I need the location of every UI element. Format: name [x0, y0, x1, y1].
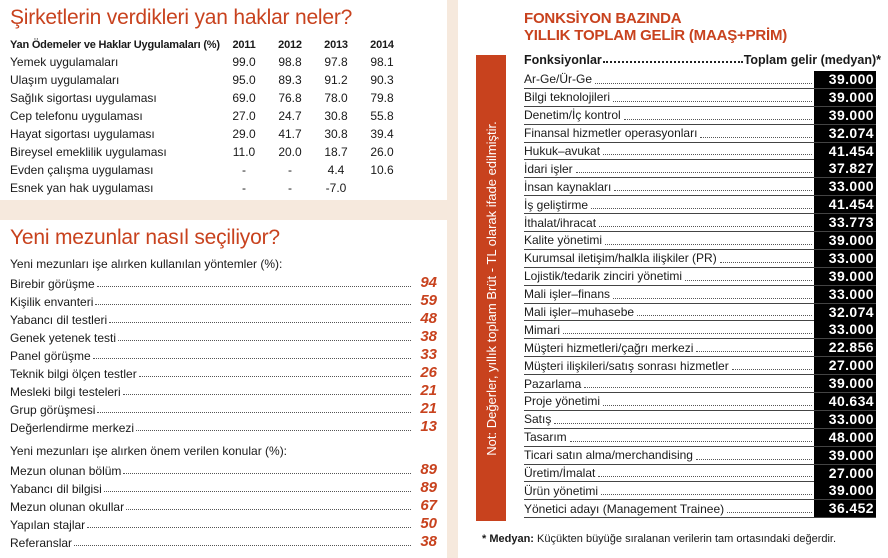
leader-dots	[93, 358, 411, 359]
benefit-value: 97.8	[324, 55, 348, 69]
benefit-label: Bireysel emeklilik uygulaması	[10, 145, 167, 159]
function-label: Denetim/İç kontrol	[524, 108, 621, 123]
function-label: Mimari	[524, 322, 560, 337]
item-value: 59	[420, 292, 437, 309]
benefit-value: 39.4	[370, 127, 394, 141]
salary-value: 48.000	[814, 429, 876, 446]
item-value: 48	[420, 310, 437, 327]
salary-value: 41.454	[814, 143, 876, 160]
col-functions: Fonksiyonlar	[524, 53, 602, 67]
footnote-label: * Medyan:	[482, 533, 534, 545]
list-item	[10, 309, 437, 327]
benefit-value: 27.0	[232, 109, 256, 123]
benefit-value: 98.8	[278, 55, 302, 69]
benefit-label: Sağlık sigortası uygulaması	[10, 91, 157, 105]
item-label: Kişilik envanteri	[10, 295, 94, 309]
benefit-value: 95.0	[232, 73, 256, 87]
salary-row	[524, 125, 876, 143]
salary-value: 40.634	[814, 393, 876, 410]
salary-value: 27.000	[814, 465, 876, 482]
footnote-text: Küçükten büyüğe sıralanan verilerin tam ortasındaki değerdir.	[537, 533, 837, 545]
benefit-value: 91.2	[324, 73, 348, 87]
benefit-value: 76.8	[278, 91, 302, 105]
salary-row	[524, 268, 876, 286]
item-label: Grup görüşmesi	[10, 403, 96, 417]
salary-row	[524, 321, 876, 339]
function-label: Müşteri hizmetleri/çağrı merkezi	[524, 340, 694, 355]
function-label: İnsan kaynakları	[524, 179, 612, 194]
salary-row	[524, 357, 876, 375]
salary-list	[524, 71, 876, 518]
salary-value: 33.000	[814, 411, 876, 428]
salary-value: 36.452	[814, 500, 876, 517]
benefits-panel	[0, 0, 447, 200]
function-label: Yönetici adayı (Management Trainee)	[524, 501, 725, 516]
leader-dots	[732, 369, 812, 370]
footnote	[482, 533, 836, 545]
salary-row	[524, 196, 876, 214]
function-label: Mali işler–muhasebe	[524, 305, 635, 320]
function-label: Proje yönetimi	[524, 394, 601, 409]
benefits-row	[10, 71, 405, 89]
salary-value: 39.000	[814, 89, 876, 106]
leader-dots	[595, 83, 812, 84]
salary-value: 33.000	[814, 321, 876, 338]
benefit-value: -	[242, 163, 246, 177]
leader-dots	[576, 172, 812, 173]
benefit-value: -	[288, 163, 292, 177]
salary-value: 41.454	[814, 196, 876, 213]
salary-value: 33.000	[814, 286, 876, 303]
function-label: Ar-Ge/Ür-Ge	[524, 72, 593, 87]
leader-dots	[591, 208, 812, 209]
benefit-label: Yemek uygulamaları	[10, 55, 119, 69]
leader-dots	[74, 545, 411, 546]
benefit-value: 30.8	[324, 109, 348, 123]
benefits-row	[10, 125, 405, 143]
leader-dots	[123, 394, 411, 395]
list-item	[10, 417, 437, 435]
year-2012: 2012	[278, 38, 302, 51]
item-label: Değerlendirme merkezi	[10, 421, 135, 435]
salary-value: 39.000	[814, 268, 876, 285]
salary-row	[524, 214, 876, 232]
year-2013: 2013	[324, 38, 348, 51]
salary-title-line1: FONKSİYON BAZINDA	[524, 10, 682, 27]
item-value: 33	[420, 346, 437, 363]
function-label: Kurumsal iletişim/halkla ilişkiler (PR)	[524, 251, 717, 266]
salary-value: 37.827	[814, 160, 876, 177]
function-label: Hukuk–avukat	[524, 144, 601, 158]
item-value: 89	[420, 461, 437, 478]
benefit-value: -	[242, 181, 246, 195]
benefit-value: 20.0	[278, 145, 302, 159]
benefit-value: 78.0	[324, 91, 348, 105]
salary-value: 22.856	[814, 339, 876, 356]
list-item	[10, 532, 437, 550]
salary-row	[524, 71, 876, 89]
year-2014: 2014	[370, 38, 394, 51]
benefit-label: Esnek yan hak uygulaması	[10, 181, 154, 195]
salary-row	[524, 286, 876, 304]
leader-dots	[118, 340, 411, 341]
salary-row	[524, 232, 876, 250]
benefits-row	[10, 107, 405, 125]
item-label: Mezun olunan okullar	[10, 500, 125, 514]
salary-value: 33.000	[814, 178, 876, 195]
leader-dots	[584, 387, 812, 388]
item-value: 38	[420, 533, 437, 550]
graduates-title: Yeni mezunlar nasıl seçiliyor?	[10, 226, 280, 249]
leader-dots	[97, 286, 411, 287]
item-label: Teknik bilgi ölçen testler	[10, 367, 137, 381]
leader-dots	[605, 244, 812, 245]
benefit-label: Ulaşım uygulamaları	[10, 73, 120, 87]
salary-row	[524, 143, 876, 161]
item-value: 50	[420, 515, 437, 532]
benefits-row	[10, 89, 405, 107]
leader-dots	[97, 412, 411, 413]
leader-dots	[563, 333, 812, 334]
function-label: Tasarım	[524, 430, 567, 445]
salary-row	[524, 411, 876, 429]
item-value: 13	[420, 418, 437, 435]
function-label: Finansal hizmetler operasyonları	[524, 126, 698, 141]
salary-title	[524, 10, 787, 44]
item-label: Birebir görüşme	[10, 277, 95, 291]
side-note-text: Not: Değerler, yıllık toplam Brüt - TL olarak ifade edilmiştir.	[483, 120, 499, 456]
list-item	[10, 363, 437, 381]
list-item	[10, 345, 437, 363]
benefits-header-label: Yan Ödemeler ve Haklar Uygulamaları (%)	[10, 38, 220, 51]
benefit-value: 29.0	[232, 127, 256, 141]
graduates-panel	[0, 220, 447, 558]
salary-panel	[458, 0, 888, 558]
methods-list	[10, 273, 437, 435]
benefits-title: Şirketlerin verdikleri yan haklar neler?	[10, 6, 353, 29]
year-2011: 2011	[232, 38, 256, 51]
item-label: Mesleki bilgi testeleri	[10, 385, 121, 399]
salary-value: 33.000	[814, 250, 876, 267]
leader-dots	[696, 351, 812, 352]
item-label: Genek yetenek testi	[10, 331, 117, 345]
item-label: Yapılan stajlar	[10, 518, 86, 532]
leader-dots	[95, 304, 411, 305]
benefit-value: -7.0	[325, 181, 347, 195]
function-label: Kalite yönetimi	[524, 233, 603, 248]
header-dots	[603, 61, 743, 63]
leader-dots	[727, 512, 812, 513]
benefit-value: 30.8	[324, 127, 348, 141]
salary-row	[524, 500, 876, 518]
salary-row	[524, 465, 876, 483]
leader-dots	[554, 423, 812, 424]
salary-value: 32.074	[814, 304, 876, 321]
side-note	[476, 55, 506, 521]
salary-row	[524, 447, 876, 465]
leader-dots	[624, 119, 812, 120]
salary-row	[524, 89, 876, 107]
benefit-value: 4.4	[327, 163, 345, 177]
item-label: Mezun olunan bölüm	[10, 464, 122, 478]
leader-dots	[139, 376, 411, 377]
function-label: Ticari satın alma/merchandising	[524, 448, 693, 463]
leader-dots	[696, 459, 812, 460]
col-median: Toplam gelir (medyan)*	[743, 53, 881, 67]
methods-subtitle: Yeni mezunları işe alırken kullanılan yöntemler (%):	[10, 257, 283, 271]
leader-dots	[601, 494, 812, 495]
salary-value: 39.000	[814, 232, 876, 249]
leader-dots	[598, 476, 812, 477]
function-label: Müşteri ilişkileri/satış sonrası hizmetler	[524, 358, 729, 373]
benefit-value: 98.1	[370, 55, 394, 69]
function-label: Üretim/İmalat	[524, 466, 596, 481]
benefit-value: 41.7	[278, 127, 302, 141]
benefit-value: 79.8	[370, 91, 394, 105]
leader-dots	[123, 473, 411, 474]
salary-title-line2: YILLIK TOPLAM GELİR (MAAŞ+PRİM)	[524, 27, 788, 44]
salary-row	[524, 393, 876, 411]
leader-dots	[603, 154, 812, 155]
leader-dots	[570, 441, 812, 442]
list-item	[10, 291, 437, 309]
benefit-value: 24.7	[278, 109, 302, 123]
salary-value: 32.074	[814, 125, 876, 142]
leader-dots	[109, 322, 411, 323]
function-label: İthalat/ihracat	[524, 215, 597, 230]
salary-row	[524, 107, 876, 125]
function-label: Satış	[524, 412, 552, 427]
salary-value: 27.000	[814, 357, 876, 374]
leader-dots	[613, 101, 812, 102]
benefit-value: 26.0	[370, 145, 394, 159]
benefit-value: 11.0	[232, 145, 256, 159]
benefits-table	[10, 36, 405, 197]
salary-row	[524, 375, 876, 393]
leader-dots	[685, 280, 812, 281]
topics-list	[10, 460, 437, 550]
benefits-row	[10, 53, 405, 71]
function-label: Pazarlama	[524, 376, 582, 391]
salary-value: 39.000	[814, 107, 876, 124]
leader-dots	[614, 190, 812, 191]
leader-dots	[720, 262, 812, 263]
benefit-value: 99.0	[232, 55, 256, 69]
list-item	[10, 273, 437, 291]
list-item	[10, 514, 437, 532]
salary-value: 39.000	[814, 482, 876, 499]
item-value: 89	[420, 479, 437, 496]
salary-row	[524, 178, 876, 196]
topics-subtitle: Yeni mezunları işe alırken önem verilen konular (%):	[10, 444, 288, 458]
benefit-label: Hayat sigortası uygulaması	[10, 127, 155, 141]
item-label: Panel görüşme	[10, 349, 91, 363]
benefits-row	[10, 179, 405, 197]
item-label: Referanslar	[10, 536, 73, 550]
item-value: 38	[420, 328, 437, 345]
leader-dots	[637, 315, 812, 316]
benefit-label: Cep telefonu uygulaması	[10, 109, 143, 123]
benefit-value: 10.6	[370, 163, 394, 177]
benefit-value: 55.8	[370, 109, 394, 123]
item-value: 94	[420, 274, 437, 291]
salary-value: 39.000	[814, 447, 876, 464]
function-label: İş geliştirme	[524, 197, 589, 212]
function-label: Ürün yönetimi	[524, 483, 599, 498]
leader-dots	[136, 430, 411, 431]
list-item	[10, 478, 437, 496]
benefit-value: 18.7	[324, 145, 348, 159]
salary-column-header	[524, 50, 881, 67]
function-label: Bilgi teknolojileri	[524, 90, 611, 105]
leader-dots	[599, 226, 812, 227]
benefit-label: Evden çalışma uygulaması	[10, 163, 154, 177]
salary-row	[524, 339, 876, 357]
item-label: Yabancı dil testleri	[10, 313, 108, 327]
salary-row	[524, 482, 876, 500]
benefits-row	[10, 143, 405, 161]
list-item	[10, 496, 437, 514]
function-label: İdari işler	[524, 161, 573, 176]
item-value: 26	[420, 364, 437, 381]
list-item	[10, 381, 437, 399]
benefit-value: 69.0	[232, 91, 256, 105]
salary-row	[524, 304, 876, 322]
benefit-value: -	[288, 181, 292, 195]
leader-dots	[613, 298, 812, 299]
item-value: 21	[420, 382, 437, 399]
leader-dots	[700, 137, 812, 138]
salary-value: 39.000	[814, 71, 876, 88]
benefit-value: 89.3	[278, 73, 302, 87]
item-label: Yabancı dil bilgisi	[10, 482, 102, 496]
benefits-header-row	[10, 36, 405, 53]
item-value: 67	[420, 497, 437, 514]
salary-value: 33.773	[814, 214, 876, 231]
item-value: 21	[420, 400, 437, 417]
salary-row	[524, 160, 876, 178]
list-item	[10, 460, 437, 478]
function-label: Mali işler–finans	[524, 287, 611, 302]
list-item	[10, 327, 437, 345]
leader-dots	[104, 491, 411, 492]
benefit-value	[359, 179, 405, 197]
function-label: Lojistik/tedarik zinciri yönetimi	[524, 269, 683, 284]
list-item	[10, 399, 437, 417]
benefit-value: 90.3	[370, 73, 394, 87]
benefits-row	[10, 161, 405, 179]
leader-dots	[603, 405, 812, 406]
leader-dots	[87, 527, 411, 528]
leader-dots	[126, 509, 411, 510]
salary-row	[524, 429, 876, 447]
salary-value: 39.000	[814, 375, 876, 392]
salary-row	[524, 250, 876, 268]
